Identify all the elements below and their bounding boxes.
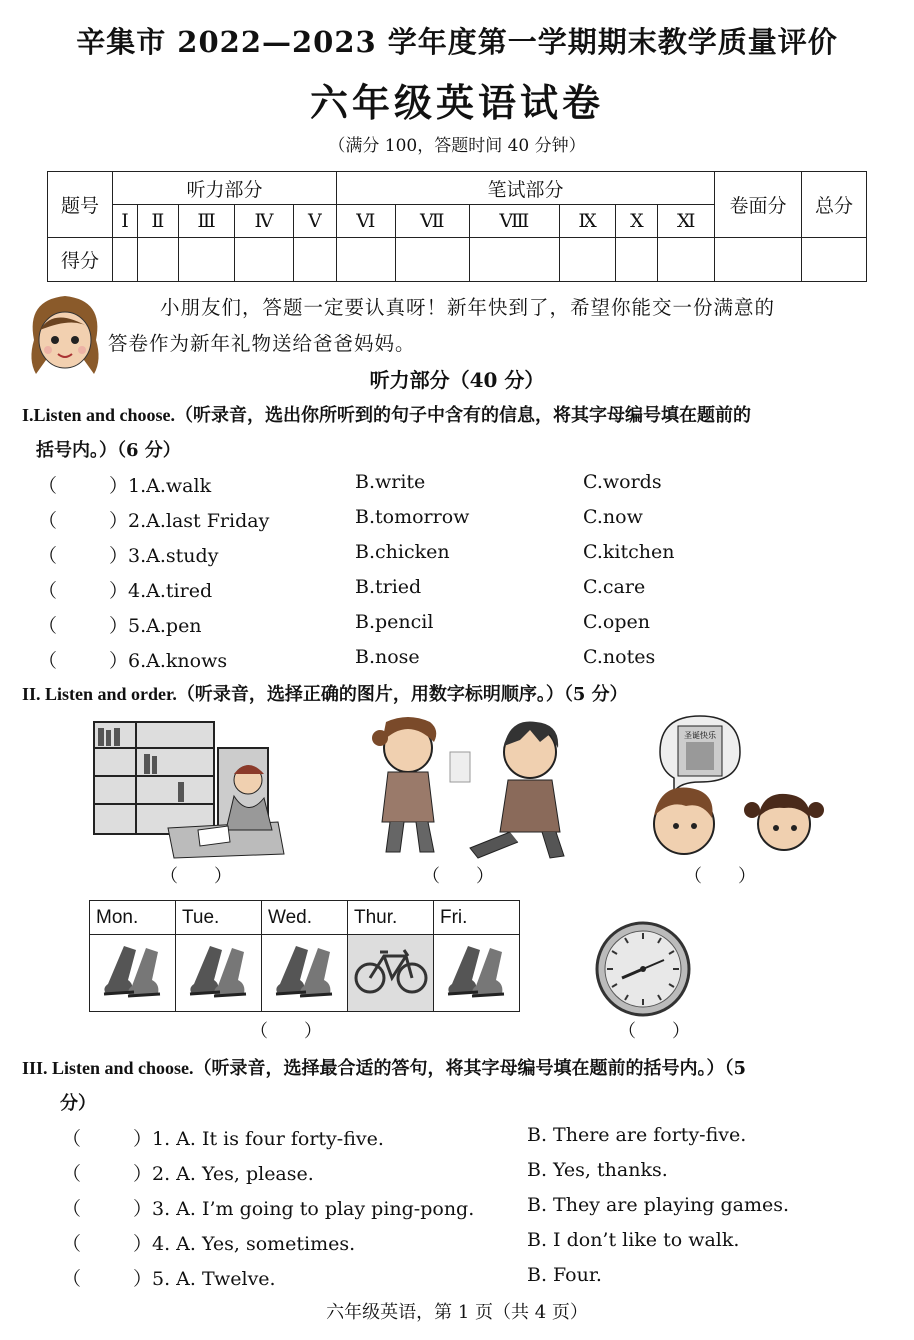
exam-subtitle: （满分 100，答题时间 40 分钟） <box>328 136 586 156</box>
weekday-wednesday: Wed. <box>262 901 348 935</box>
part1-item-a[interactable]: （ ）2.A.last Friday <box>38 510 270 532</box>
part1-item-b: B.nose <box>355 646 420 668</box>
intro-line2: 答卷作为新年礼物送给爸爸妈妈。 <box>108 332 416 355</box>
answer-paren[interactable]: （ ） <box>250 1021 322 1042</box>
score-cell[interactable] <box>616 238 658 282</box>
part1-heading <box>22 401 751 427</box>
library-reading-picture <box>88 718 288 860</box>
exam-title-line1: 辛集市 2022—2023 学年度第一学期期末教学质量评价 <box>76 25 838 59</box>
score-cell[interactable] <box>235 238 294 282</box>
part1-item-a[interactable]: （ ）4.A.tired <box>38 580 213 602</box>
part1-item-c: C.now <box>583 506 643 528</box>
book-cover-title: 圣诞快乐 <box>684 731 716 740</box>
intro-text <box>108 290 898 362</box>
part3-item-a[interactable]: （ ）1. A. It is four forty-five. <box>62 1128 384 1150</box>
part3-item-b: B. Yes, thanks. <box>527 1159 668 1181</box>
intro-line1: 小朋友们，答题一定要认真呀！新年快到了，希望你能交一份满意的 <box>160 296 776 319</box>
part1-item-b: B.chicken <box>355 541 450 563</box>
walking-feet-icon <box>176 935 262 1012</box>
children-thinking-picture <box>640 712 830 860</box>
part1-heading-cn2: 括号内。）（6 分） <box>36 440 181 461</box>
numeral-cell: Ⅸ <box>559 205 615 238</box>
score-table <box>47 171 867 282</box>
score-cell[interactable] <box>113 238 138 282</box>
part1-heading-en: I.Listen and choose. <box>22 405 176 425</box>
walking-feet-icon <box>262 935 348 1012</box>
part1-item-c: C.kitchen <box>583 541 675 563</box>
part1-item-b: B.pencil <box>355 611 434 633</box>
part2-heading-cn: （听录音，选择正确的图片，用数字标明顺序。）（5 分） <box>176 684 628 705</box>
written-part-label: 笔试部分 <box>337 172 715 205</box>
weekday-monday: Mon. <box>90 901 176 935</box>
numeral-cell: Ⅷ <box>469 205 559 238</box>
part3-item-b: B. There are forty-five. <box>527 1124 747 1146</box>
answer-paren[interactable]: （ ） <box>618 1021 690 1042</box>
score-cell[interactable] <box>469 238 559 282</box>
part2-heading-en: II. Listen and order. <box>22 684 177 704</box>
part2-heading <box>22 680 628 706</box>
part1-item-a[interactable]: （ ）6.A.knows <box>38 650 228 672</box>
part1-item-c: C.open <box>583 611 650 633</box>
part3-item-b: B. Four. <box>527 1264 602 1286</box>
numeral-cell: Ⅺ <box>658 205 715 238</box>
part1-item-b: B.tomorrow <box>355 506 470 528</box>
answer-paren[interactable]: （ ） <box>422 866 494 887</box>
part1-item-c: C.notes <box>583 646 656 668</box>
weekday-friday: Fri. <box>434 901 520 935</box>
weekly-transport-table <box>89 900 520 1012</box>
part1-item-a[interactable]: （ ）5.A.pen <box>38 615 202 637</box>
weekday-thursday: Thur. <box>348 901 434 935</box>
answer-paren[interactable]: （ ） <box>684 866 756 887</box>
numeral-cell: Ⅹ <box>616 205 658 238</box>
numeral-cell: Ⅱ <box>137 205 178 238</box>
score-cell[interactable] <box>559 238 615 282</box>
bicycle-icon <box>348 935 434 1012</box>
part3-item-b: B. I don’t like to walk. <box>527 1229 740 1251</box>
score-row-label: 得分 <box>48 238 113 282</box>
listening-section-heading: 听力部分（40 分） <box>369 368 545 392</box>
score-cell[interactable] <box>293 238 336 282</box>
numeral-cell: Ⅴ <box>293 205 336 238</box>
part3-item-a[interactable]: （ ）5. A. Twelve. <box>62 1268 276 1290</box>
score-cell[interactable] <box>178 238 235 282</box>
score-cell[interactable] <box>337 238 396 282</box>
part3-heading-en: III. Listen and choose. <box>22 1058 194 1078</box>
paper-score-label: 卷面分 <box>715 172 802 238</box>
score-cell[interactable] <box>658 238 715 282</box>
part3-item-a[interactable]: （ ）2. A. Yes, please. <box>62 1163 314 1185</box>
numeral-cell: Ⅰ <box>113 205 138 238</box>
part3-heading-cn1: （听录音，选择最合适的答句，将其字母编号填在题前的括号内。）（5 <box>193 1058 747 1079</box>
wall-clock-picture <box>594 920 692 1018</box>
numeral-cell: Ⅳ <box>235 205 294 238</box>
numeral-cell: Ⅲ <box>178 205 235 238</box>
question-number-label: 题号 <box>48 172 113 238</box>
weekday-tuesday: Tue. <box>176 901 262 935</box>
part1-heading-cn1: （听录音，选出你所听到的句子中含有的信息，将其字母编号填在题前的 <box>175 405 752 426</box>
listening-part-label: 听力部分 <box>113 172 337 205</box>
answer-paren[interactable]: （ ） <box>160 866 232 887</box>
score-cell[interactable] <box>715 238 802 282</box>
numeral-cell: Ⅶ <box>395 205 469 238</box>
score-cell[interactable] <box>802 238 867 282</box>
walking-feet-icon <box>434 935 520 1012</box>
children-playing-picture <box>360 712 580 862</box>
part3-item-a[interactable]: （ ）4. A. Yes, sometimes. <box>62 1233 356 1255</box>
part3-heading-cn2: 分） <box>60 1093 96 1114</box>
numeral-cell: Ⅵ <box>337 205 396 238</box>
part1-item-a[interactable]: （ ）3.A.study <box>38 545 219 567</box>
part3-item-b: B. They are playing games. <box>527 1194 790 1216</box>
exam-title-line2: 六年级英语试卷 <box>309 80 604 125</box>
score-cell[interactable] <box>395 238 469 282</box>
walking-feet-icon <box>90 935 176 1012</box>
part1-item-c: C.care <box>583 576 646 598</box>
page-footer: 六年级英语，第 1 页（共 4 页） <box>326 1302 588 1323</box>
score-cell[interactable] <box>137 238 178 282</box>
part1-item-c: C.words <box>583 471 662 493</box>
part3-item-a[interactable]: （ ）3. A. I’m going to play ping-pong. <box>62 1198 475 1220</box>
part1-item-b: B.tried <box>355 576 422 598</box>
part1-item-a[interactable]: （ ）1.A.walk <box>38 475 212 497</box>
part3-heading <box>22 1054 746 1080</box>
total-score-label: 总分 <box>802 172 867 238</box>
part1-item-b: B.write <box>355 471 426 493</box>
